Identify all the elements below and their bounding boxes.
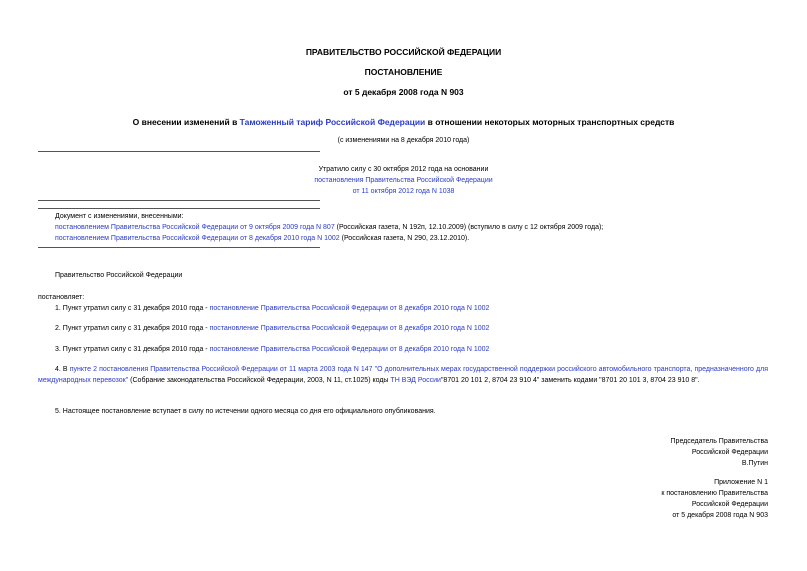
- signature-block: [671, 436, 768, 469]
- amendment-text: (Российская газета, N 290, 23.12.2010).: [339, 235, 470, 242]
- appendix-ref-2: Российской Федерации: [691, 501, 768, 508]
- paragraph-3: [38, 344, 768, 355]
- paragraph-2-link[interactable]: постановление Правительства Российской Федерации от 8 декабря 2010 года N 1002: [209, 325, 490, 332]
- document-type: ПОСТАНОВЛЕНИЕ: [364, 67, 443, 77]
- document-date-number: от 5 декабря 2008 года N 903: [343, 87, 464, 97]
- title-before: О внесении изменений в: [132, 117, 240, 127]
- paragraph-3-link[interactable]: постановление Правительства Российской Федерации от 8 декабря 2010 года N 1002: [209, 346, 490, 353]
- divider-3: [38, 208, 320, 209]
- paragraph-1: [38, 303, 768, 314]
- expired-link-1[interactable]: постановления Правительства Российской Федерации: [314, 177, 493, 184]
- paragraph-3-text: 3. Пункт утратил силу с 31 декабря 2010 года -: [55, 346, 210, 353]
- title-after: в отношении некоторых моторных транспортных средств: [425, 117, 675, 127]
- appendix-ref-3: от 5 декабря 2008 года N 903: [672, 512, 768, 519]
- divider-top: [38, 151, 320, 152]
- customs-tariff-link[interactable]: Таможенный тариф Российской Федерации: [239, 117, 426, 127]
- amendment-link-1002[interactable]: постановлением Правительства Российской Федерации от 8 декабря 2010 года N 1002: [55, 235, 340, 242]
- paragraph-2-text: 2. Пункт утратил силу с 31 декабря 2010 года -: [55, 325, 210, 332]
- signature-name: В.Путин: [741, 460, 768, 467]
- paragraph-4-link-tnved[interactable]: ТН ВЭД России: [390, 377, 441, 384]
- paragraph-4: [38, 364, 768, 386]
- expired-link-2[interactable]: от 11 октября 2012 года N 1038: [352, 188, 455, 195]
- appendix-number: Приложение N 1: [714, 479, 768, 486]
- edition-note: (с изменениями на 8 декабря 2010 года): [337, 137, 470, 144]
- signature-title: Председатель Правительства: [670, 438, 768, 445]
- paragraph-1-link[interactable]: постановление Правительства Российской Федерации от 8 декабря 2010 года N 1002: [209, 305, 490, 312]
- document-title: [0, 117, 807, 127]
- amendments-block: [38, 211, 768, 244]
- divider-4: [38, 247, 320, 248]
- appendix-ref-1: к постановлению Правительства: [661, 490, 768, 497]
- expired-line: Утратило силу с 30 октября 2012 года на основании: [318, 166, 489, 173]
- amendment-item: [38, 233, 768, 244]
- paragraph-2: [38, 323, 768, 334]
- paragraph-1-text: 1. Пункт утратил силу с 31 декабря 2010 года -: [55, 305, 210, 312]
- preamble: Правительство Российской Федерации: [55, 272, 183, 279]
- government-heading: ПРАВИТЕЛЬСТВО РОССИЙСКОЙ ФЕДЕРАЦИИ: [305, 47, 502, 57]
- signature-org: Российской Федерации: [691, 449, 768, 456]
- amendments-heading: Документ с изменениями, внесенными:: [55, 213, 184, 220]
- expired-block: [0, 164, 807, 197]
- appendix-block: [661, 477, 768, 521]
- decides: постановляет:: [38, 294, 85, 301]
- paragraph-4-text-a: 4. В: [55, 366, 70, 373]
- amendment-link-807[interactable]: постановлением Правительства Российской Федерации от 9 октября 2009 года N 807: [55, 224, 335, 231]
- paragraph-4-link-decree[interactable]: пункте 2 постановления Правительства Российской Федерации от 11 марта 2003 года N 147 "О дополнительных мерах государственной поддержки российского автомобильного транспорта, предназначенного для международных перевозок": [38, 366, 769, 384]
- paragraph-4-text-b: (Собрание законодательства Российской Федерации, 2003, N 11, ст.1025) коды: [128, 377, 391, 384]
- amendment-item: [38, 222, 768, 233]
- divider-2: [38, 200, 320, 201]
- paragraph-5: 5. Настоящее постановление вступает в силу по истечении одного месяца со дня его официального опубликования.: [55, 408, 436, 415]
- amendment-text: (Российская газета, N 192п, 12.10.2009) (вступило в силу с 12 октября 2009 года);: [334, 224, 604, 231]
- paragraph-4-text-c: "8701 20 101 2, 8704 23 910 4" заменить кодами "8701 20 101 3, 8704 23 910 8".: [440, 377, 700, 384]
